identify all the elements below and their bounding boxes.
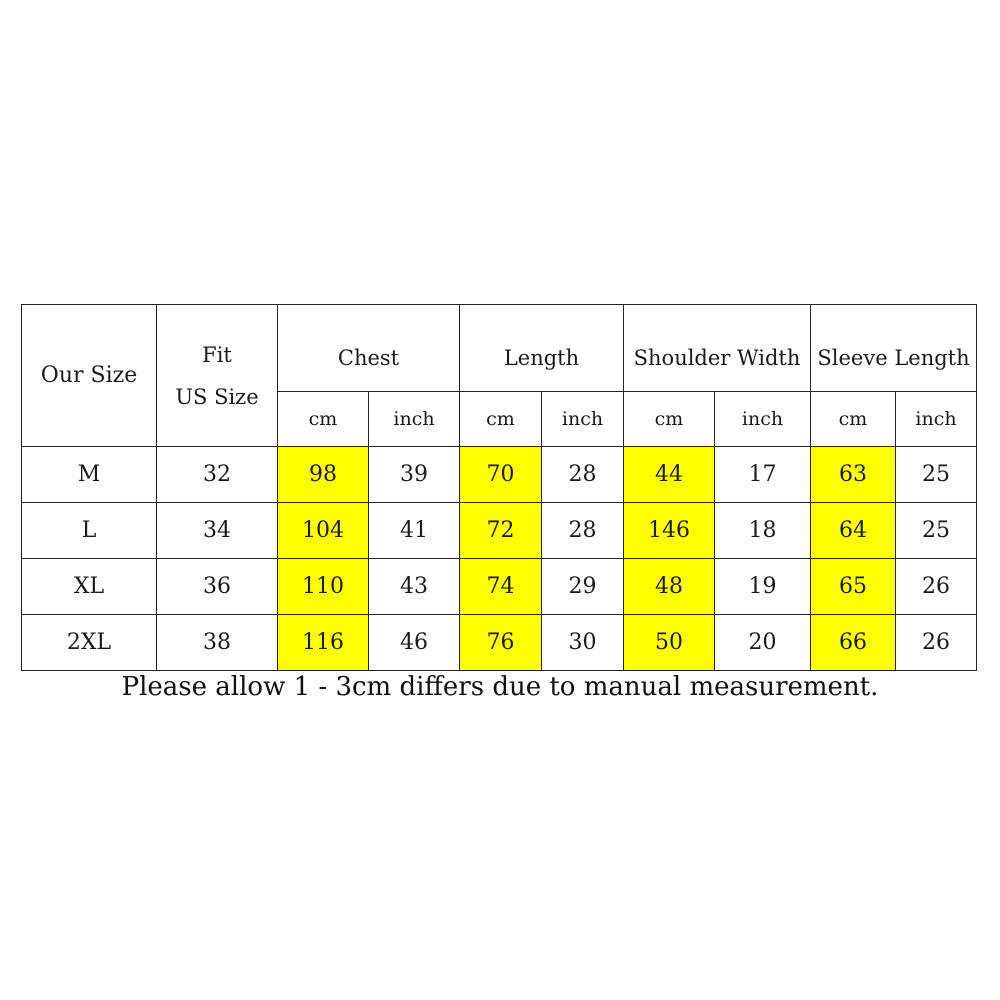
cell-us-size: 32: [157, 447, 278, 503]
cell-chest-cm: 98: [278, 447, 369, 503]
cell-sleeve-cm: 63: [811, 447, 896, 503]
header-shoulder-width: Shoulder Width: [624, 305, 811, 392]
header-chest: Chest: [278, 305, 460, 392]
cell-shoulder-inch: 19: [715, 559, 811, 615]
size-chart-table: [21, 304, 977, 671]
cell-length-inch: 28: [542, 447, 624, 503]
cell-length-inch: 30: [542, 615, 624, 671]
cell-us-size: 34: [157, 503, 278, 559]
header-our-size: Our Size: [22, 305, 157, 447]
cell-shoulder-cm: 44: [624, 447, 715, 503]
cell-shoulder-inch: 17: [715, 447, 811, 503]
unit-shoulder-inch: inch: [715, 392, 811, 447]
unit-chest-inch: inch: [369, 392, 460, 447]
cell-shoulder-cm: 146: [624, 503, 715, 559]
cell-shoulder-inch: 18: [715, 503, 811, 559]
cell-sleeve-cm: 65: [811, 559, 896, 615]
unit-chest-cm: cm: [278, 392, 369, 447]
cell-our-size: XL: [22, 559, 157, 615]
table-body: [22, 447, 977, 671]
unit-length-inch: inch: [542, 392, 624, 447]
cell-our-size: M: [22, 447, 157, 503]
cell-chest-inch: 46: [369, 615, 460, 671]
cell-length-cm: 70: [460, 447, 542, 503]
cell-sleeve-inch: 26: [896, 559, 977, 615]
cell-sleeve-inch: 25: [896, 503, 977, 559]
cell-shoulder-inch: 20: [715, 615, 811, 671]
header-fit: Fit: [202, 342, 232, 367]
header-row: [22, 305, 977, 392]
cell-chest-cm: 116: [278, 615, 369, 671]
cell-sleeve-cm: 64: [811, 503, 896, 559]
cell-length-cm: 74: [460, 559, 542, 615]
cell-us-size: 38: [157, 615, 278, 671]
cell-our-size: L: [22, 503, 157, 559]
cell-chest-inch: 43: [369, 559, 460, 615]
cell-length-inch: 28: [542, 503, 624, 559]
cell-length-inch: 29: [542, 559, 624, 615]
header-us-size: US Size: [175, 384, 259, 409]
cell-chest-cm: 104: [278, 503, 369, 559]
unit-sleeve-cm: cm: [811, 392, 896, 447]
table-row: [22, 615, 977, 671]
cell-chest-inch: 41: [369, 503, 460, 559]
header-fit-us-size: [157, 305, 278, 447]
cell-sleeve-inch: 25: [896, 447, 977, 503]
cell-shoulder-cm: 50: [624, 615, 715, 671]
table-row: [22, 447, 977, 503]
unit-shoulder-cm: cm: [624, 392, 715, 447]
unit-sleeve-inch: inch: [896, 392, 977, 447]
cell-chest-inch: 39: [369, 447, 460, 503]
cell-chest-cm: 110: [278, 559, 369, 615]
cell-length-cm: 72: [460, 503, 542, 559]
cell-sleeve-cm: 66: [811, 615, 896, 671]
cell-our-size: 2XL: [22, 615, 157, 671]
cell-us-size: 36: [157, 559, 278, 615]
header-sleeve-length: Sleeve Length: [811, 305, 977, 392]
cell-length-cm: 76: [460, 615, 542, 671]
table-row: [22, 503, 977, 559]
unit-length-cm: cm: [460, 392, 542, 447]
header-length: Length: [460, 305, 624, 392]
measurement-note: Please allow 1 - 3cm differs due to manual measurement.: [121, 672, 879, 702]
table-row: [22, 559, 977, 615]
cell-shoulder-cm: 48: [624, 559, 715, 615]
cell-sleeve-inch: 26: [896, 615, 977, 671]
